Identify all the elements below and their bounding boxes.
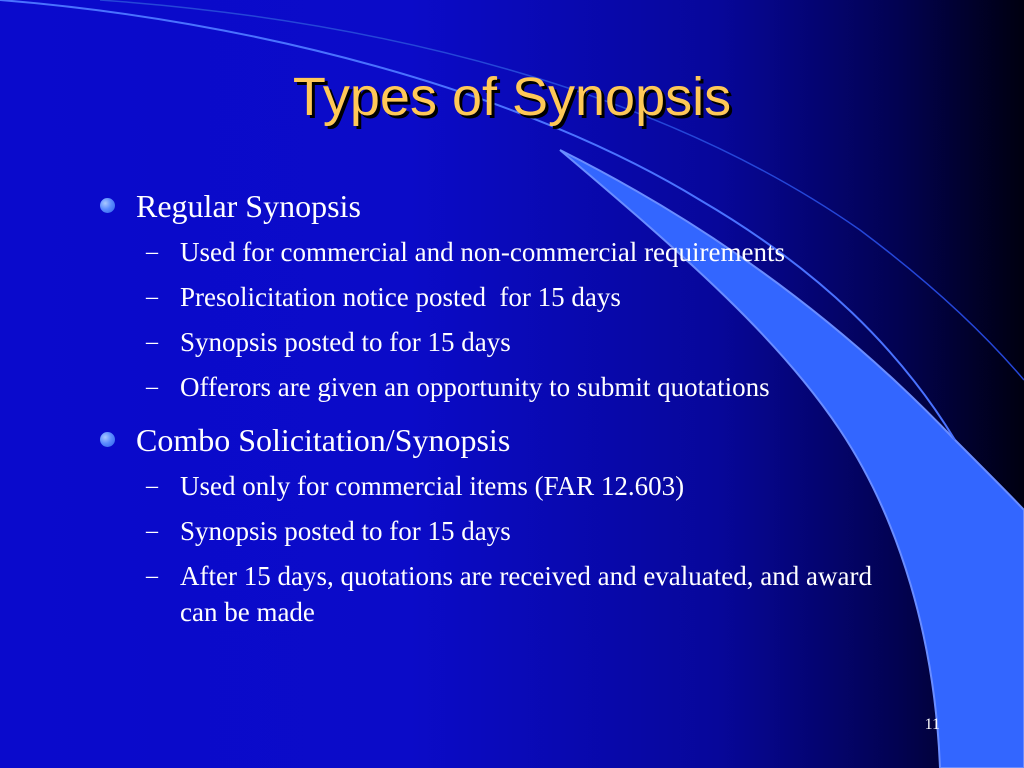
list-item-text: After 15 days, quotations are received and evaluated, and award can be made bbox=[180, 561, 872, 627]
list-item bbox=[96, 275, 956, 320]
sub-list-combo-solicitation bbox=[96, 464, 956, 630]
dash-icon: – bbox=[146, 284, 158, 310]
list-item-text: Synopsis posted to for 15 days bbox=[180, 516, 511, 546]
list-item-text: Offerors are given an opportunity to submit quotations bbox=[180, 372, 770, 402]
bullet-dot-icon bbox=[100, 432, 115, 447]
slide-page-number: 11 bbox=[924, 716, 940, 733]
slide-content bbox=[96, 182, 956, 636]
list-item bbox=[96, 509, 956, 554]
dash-icon: – bbox=[146, 518, 158, 544]
dash-icon: – bbox=[146, 239, 158, 265]
section-heading-text: Regular Synopsis bbox=[136, 188, 361, 224]
list-item-text: Presolicitation notice posted for 15 days bbox=[180, 282, 621, 312]
bullet-dot-icon bbox=[100, 198, 115, 213]
section-heading-text: Combo Solicitation/Synopsis bbox=[136, 422, 511, 458]
section-heading-regular-synopsis bbox=[96, 182, 956, 230]
list-item bbox=[96, 320, 956, 365]
dash-icon: – bbox=[146, 563, 158, 589]
list-item bbox=[96, 365, 956, 410]
dash-icon: – bbox=[146, 374, 158, 400]
section-heading-combo-solicitation bbox=[96, 416, 956, 464]
sub-list-regular-synopsis bbox=[96, 230, 956, 410]
list-item bbox=[96, 464, 956, 509]
list-item bbox=[96, 554, 880, 630]
list-item bbox=[96, 230, 956, 275]
list-item-text: Used only for commercial items (FAR 12.603) bbox=[180, 471, 685, 501]
dash-icon: – bbox=[146, 473, 158, 499]
list-item-text: Synopsis posted to for 15 days bbox=[180, 327, 511, 357]
dash-icon: – bbox=[146, 329, 158, 355]
list-item-text: Used for commercial and non-commercial requirements bbox=[180, 237, 786, 267]
slide-title: Types of Synopsis bbox=[292, 67, 732, 127]
